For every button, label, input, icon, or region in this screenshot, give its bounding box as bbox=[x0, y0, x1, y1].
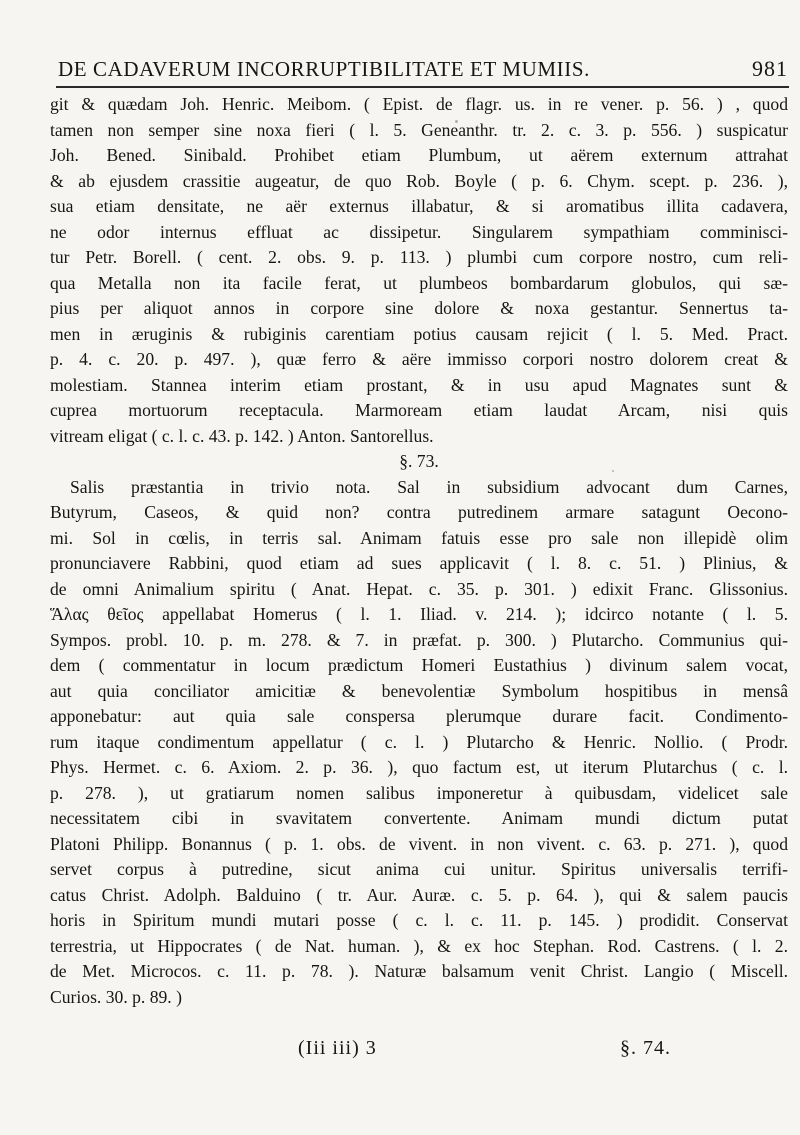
text-line: men in æruginis & rubiginis carentiam potius causam rejicit ( l. 5. Med. Pract. bbox=[50, 323, 788, 344]
text-line: Joh. Bened. Sinibald. Prohibet etiam Plumbum, ut aërem externum attrahat bbox=[50, 145, 788, 165]
text-line: cuprea mortuorum receptacula. Marmoream etiam laudat Arcam, nisi quis bbox=[50, 400, 788, 420]
text-line: p. 4. c. 20. p. 497. ), quæ ferro & aëre immisso corpori nostro dolorem creat & bbox=[50, 349, 788, 369]
ink-speck bbox=[612, 470, 614, 472]
text-line: apponebatur: aut quia sale conspersa plerumque durare facit. Condimento- bbox=[50, 706, 788, 726]
text-line: Salis præstantia in trivio nota. Sal in subsidium advocant dum Carnes, bbox=[70, 476, 788, 497]
text-line: vitream eligat ( c. l. c. 43. p. 142. ) Anton. Santorellus. bbox=[50, 425, 434, 446]
text-line: pius per aliquot annos in corpore sine dolore & noxa gestantur. Sennertus ta- bbox=[50, 298, 788, 318]
text-line: de Met. Microcos. c. 11. p. 78. ). Naturæ balsamum venit Christ. Langio ( Miscell. bbox=[50, 961, 788, 981]
page-number: 981 bbox=[752, 56, 788, 81]
text-line: git & quædam Joh. Henric. Meibom. ( Epist. de flagr. us. in re vener. p. 56. ) , quod bbox=[50, 94, 788, 114]
ink-speck bbox=[210, 840, 213, 842]
text-line: Curios. 30. p. 89. ) bbox=[50, 986, 182, 1007]
text-line: catus Christ. Adolph. Balduino ( tr. Aur. Auræ. c. 5. p. 64. ), qui & salem paucis bbox=[50, 884, 788, 905]
text-line: aut quia conciliator amicitiæ & benevolentiæ Symbolum hospitibus in mensâ bbox=[50, 680, 788, 701]
text-line: de omni Animalium spiritu ( Anat. Hepat. c. 35. p. 301. ) edixit Franc. Glissonius. bbox=[50, 578, 788, 599]
body-text bbox=[50, 92, 788, 1010]
text-line: p. 278. ), ut gratiarum nomen salibus imponeretur à quibusdam, videlicet sale bbox=[50, 782, 788, 803]
ink-speck bbox=[455, 120, 458, 123]
text-line: mi. Sol in cœlis, in terris sal. Animam fatuis esse pro sale non illepidè olim bbox=[50, 527, 788, 548]
text-line: necessitatem cibi in svavitatem convertente. Animam mundi dictum putat bbox=[50, 808, 788, 828]
text-line: pronunciavere Rabbini, quod etiam ad sues applicavit ( l. 8. c. 51. ) Plinius, & bbox=[50, 553, 788, 573]
text-line: servet corpus à putredine, sicut anima cui unitur. Spiritus universalis terrifi- bbox=[50, 859, 788, 879]
text-line: molestiam. Stannea interim etiam prostant, & in usu apud Magnates sunt & bbox=[50, 374, 788, 395]
section-heading: §. 73. bbox=[399, 451, 439, 471]
text-line: qua Metalla non ita facile ferat, ut plumbeos bombardarum globulos, qui sæ- bbox=[50, 272, 788, 293]
header-rule bbox=[56, 86, 789, 88]
text-line: dem ( commentatur in locum prædictum Homeri Eustathius ) divinum salem vocat, bbox=[50, 655, 788, 675]
text-line: tur Petr. Borell. ( cent. 2. obs. 9. p. 113. ) plumbi cum corpore nostro, cum reli- bbox=[50, 247, 788, 267]
text-line: Phys. Hermet. c. 6. Axiom. 2. p. 36. ), quo factum est, ut iterum Plutarchus ( c. l. bbox=[50, 757, 788, 777]
text-line: terrestria, ut Hippocrates ( de Nat. human. ), & ex hoc Stephan. Rod. Castrens. ( l. 2. bbox=[50, 935, 788, 956]
text-line: Platoni Philipp. Bonannus ( p. 1. obs. de vivent. in non vivent. c. 63. p. 271. ), quod bbox=[50, 833, 788, 854]
text-line: horis in Spiritum mundi mutari posse ( c. l. c. 11. p. 145. ) prodidit. Conservat bbox=[50, 910, 788, 930]
catchword: §. 74. bbox=[620, 1037, 671, 1059]
text-line: rum itaque condimentum appellatur ( c. l. ) Plutarcho & Henric. Nollio. ( Prodr. bbox=[50, 731, 788, 752]
text-line: ne odor internus effluat ac dissipetur. Singularem sympathiam comminisci- bbox=[50, 221, 788, 242]
running-title: DE CADAVERUM INCORRUPTIBILITATE ET MUMIIS. bbox=[58, 57, 590, 81]
text-line: Butyrum, Caseos, & quid non? contra putredinem armare satagunt Oecono- bbox=[50, 502, 788, 522]
text-line: Ἅλας θεῖος appellabat Homerus ( l. 1. Iliad. v. 214. ); idcirco notante ( l. 5. bbox=[50, 604, 788, 624]
text-line: tamen non semper sine noxa fieri ( l. 5. Geneanthr. tr. 2. c. 3. p. 556. ) suspicatur bbox=[50, 119, 788, 140]
running-header bbox=[58, 56, 788, 82]
text-line: sua etiam densitate, ne aër externus illabatur, & si aromatibus illita cadavera, bbox=[50, 196, 788, 216]
signature-mark: (Iii iii) 3 bbox=[298, 1037, 377, 1059]
text-line: & ab ejusdem crassitie augeatur, de quo Rob. Boyle ( p. 6. Chym. scept. p. 236. ), bbox=[50, 170, 788, 191]
text-line: Sympos. probl. 10. p. m. 278. & 7. in præfat. p. 300. ) Plutarcho. Communius qui- bbox=[50, 629, 788, 650]
